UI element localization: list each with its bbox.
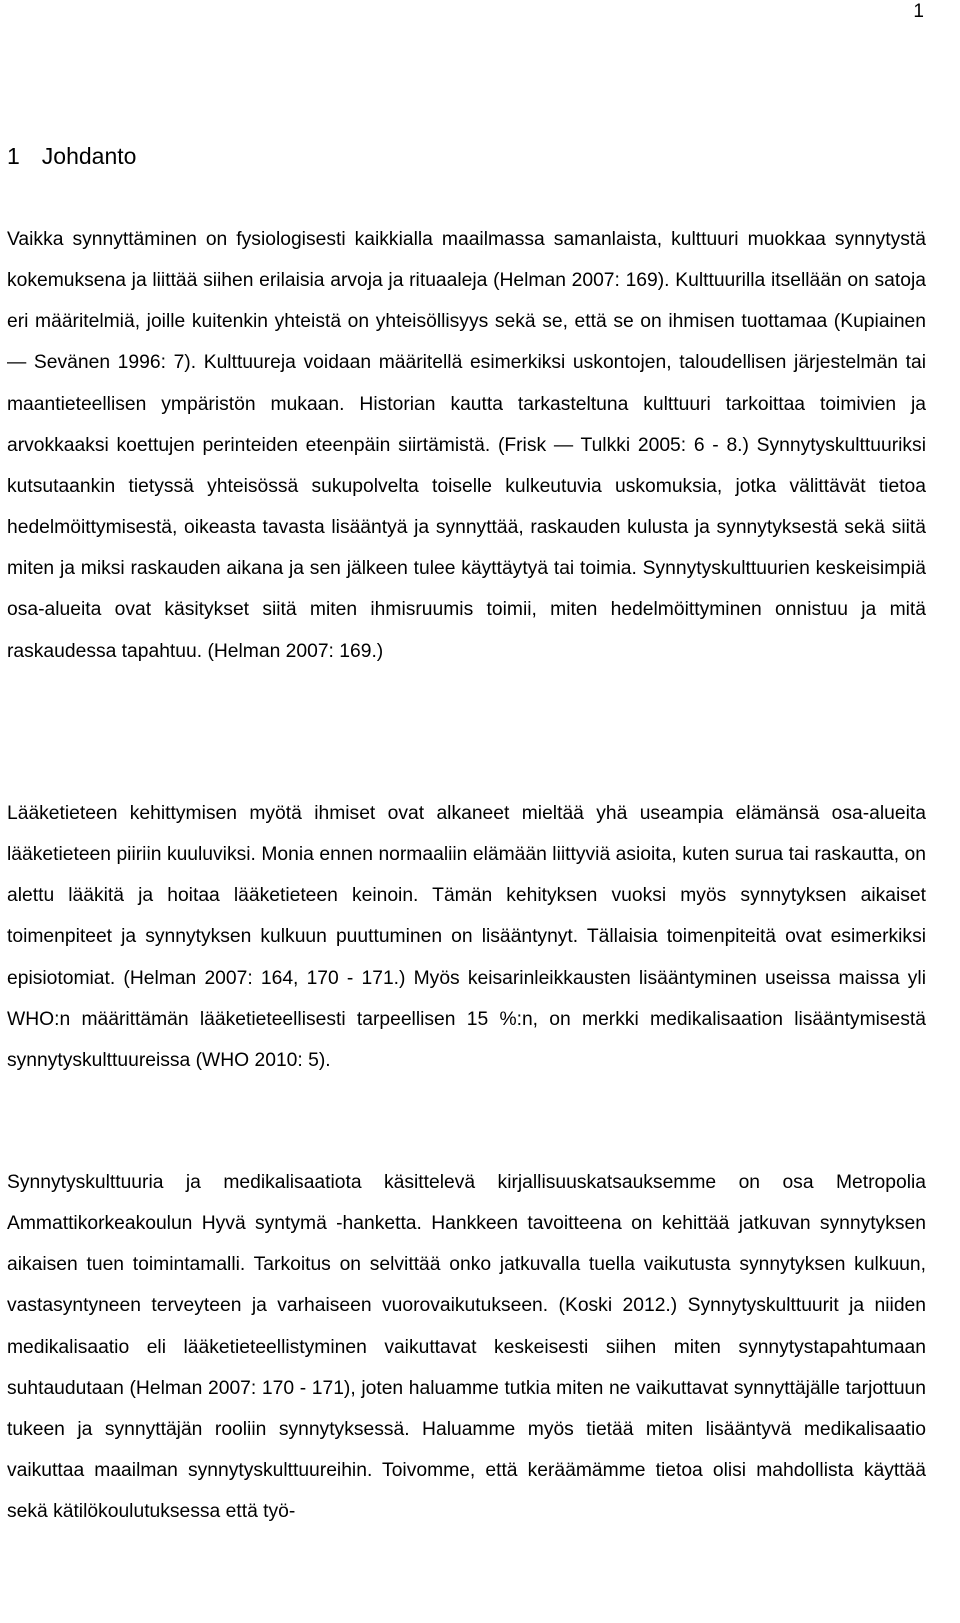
section-number: 1 (7, 143, 20, 169)
paragraph-medicalization: Lääketieteen kehittymisen myötä ihmiset ovat alkaneet mieltää yhä useampia elämänsä osa-alueita lääketieteen piiriin kuuluviksi. Monia ennen normaaliin elämään liittyviä asioita, kuten surua tai raskautta, on alettu lääkitä ja hoitaa lääketieteen keinoin. Tämän kehityksen vuoksi myös synnytyksen aikaiset toimenpiteet ja synnytyksen kulkuun puuttuminen on lisääntynyt. Tällaisia toimenpiteitä ovat esimerkiksi episiotomiat. (Helman 2007: 164, 170 - 171.) Myös keisarinleikkausten lisääntyminen useissa maissa yli WHO:n määrittämän lääketieteellisesti tarpeellisen 15 %:n, on merkki medikalisaation lisääntymisestä synnytyskulttuureissa (WHO 2010: 5). (7, 803, 926, 1071)
paragraph-project-purpose: Synnytyskulttuuria ja medikalisaatiota käsittelevä kirjallisuuskatsauksemme on osa Metropolia Ammattikorkeakoulun Hyvä syntymä -hanketta. Hankkeen tavoitteena on kehittää jatkuvan synnytyksen aikaisen tuen toimintamalli. Tarkoitus on selvittää onko jatkuvalla tuella vaikutusta synnytyksen kulkuun, vastasyntyneen terveyteen ja varhaiseen vuorovaikutukseen. (Koski 2012.) Synnytyskulttuurit ja niiden medikalisaatio eli lääketieteellistyminen vaikuttavat keskeisesti siihen miten synnytystapahtumaan suhtaudutaan (Helman 2007: 170 - 171), joten haluamme tutkia miten ne vaikuttavat synnyttäjälle tarjottuun tukeen ja synnyttäjän rooliin synnytyksessä. Haluamme myös tietää miten lisääntyvä medikalisaatio vaikuttaa maailman synnytyskulttuureihin. Toivomme, että keräämämme tietoa olisi mahdollista käyttää sekä kätilökoulutuksessa että työ- (7, 1172, 926, 1523)
page-number: 1 (913, 1, 924, 22)
paragraph-culture-definition: Vaikka synnyttäminen on fysiologisesti kaikkialla maailmassa samanlaista, kulttuuri muokkaa synnytystä kokemuksena ja liittää siihen erilaisia arvoja ja rituaaleja (Helman 2007: 169). Kulttuurilla itsellään on satoja eri määritelmiä, joille kuitenkin yhteistä on yhteisöllisyys sekä se, että se on ihmisen tuottamaa (Kupiainen — Sevänen 1996: 7). Kulttuureja voidaan määritellä esimerkiksi uskontojen, taloudellisen järjestelmän tai maantieteellisen ympäristön mukaan. Historian kautta tarkasteltuna kulttuuri tarkoittaa toimivien ja arvokkaaksi koettujen perinteiden eteenpäin siirtämistä. (Frisk — Tulkki 2005: 6 - 8.) Synnytyskulttuuriksi kutsutaankin tietyssä yhteisössä sukupolvelta toiselle kulkeutuvia uskomuksia, jotka välittävät tietoa hedelmöittymisestä, oikeasta tavasta lisääntyä ja synnyttää, raskauden kulusta ja synnytyksestä sekä siitä miten ja miksi raskauden aikana ja sen jälkeen tulee käyttäytyä tai toimia. Synnytyskulttuurien keskeisimpiä osa-alueita ovat käsitykset siitä miten ihmisruumis toimii, miten hedelmöittyminen onnistuu ja mitä raskaudessa tapahtuu. (Helman 2007: 169.) (7, 229, 926, 662)
section-heading (7, 143, 136, 169)
section-title: Johdanto (41, 143, 137, 169)
